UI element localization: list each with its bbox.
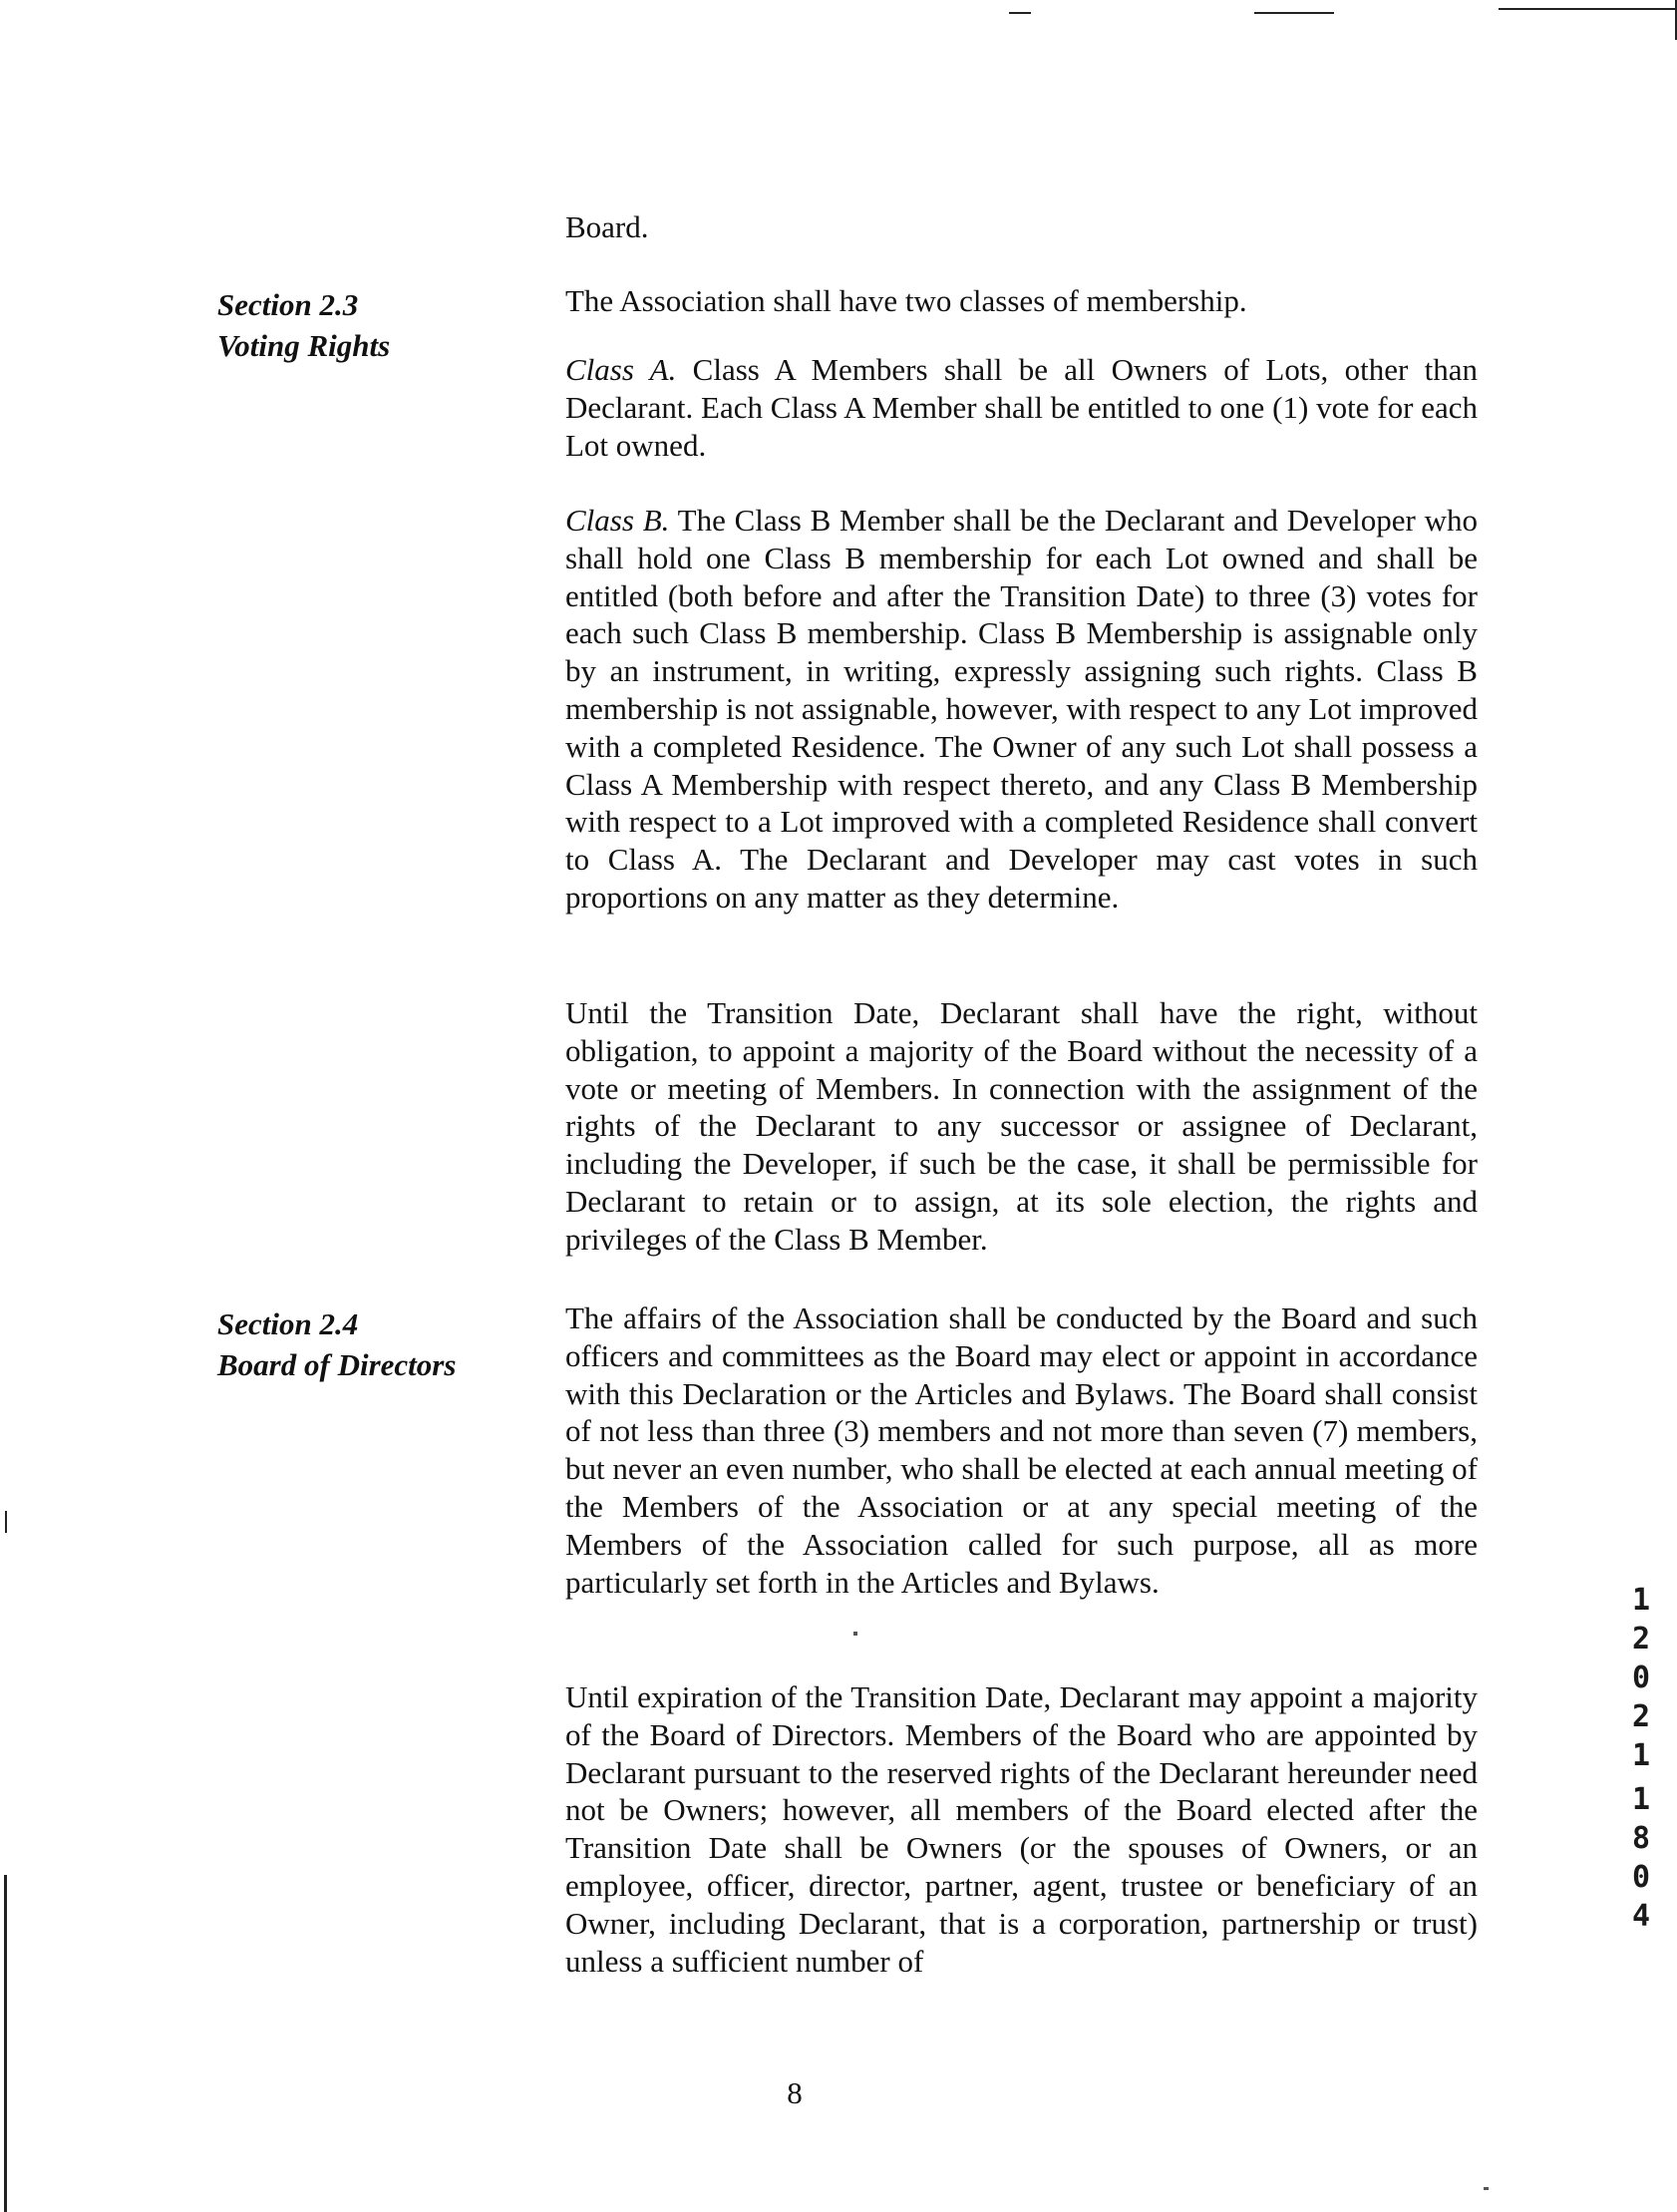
voting-rights-intro: The Association shall have two classes of membership.: [565, 283, 1247, 318]
class-a-paragraph: [565, 351, 1478, 464]
stamp-digit: 1: [1631, 1738, 1651, 1773]
stamp-digit: 1: [1631, 1583, 1651, 1618]
class-b-lead: Class B.: [565, 503, 670, 538]
section-number: Section 2.4: [217, 1306, 359, 1341]
scan-artifact: [1254, 12, 1334, 14]
page-number: 8: [787, 2075, 803, 2110]
transition-paragraph: Until the Transition Date, Declarant shall have the right, without obligation, to appoint a majority of the Board without the necessity of a vote or meeting of Members. In connection with the assignment of the rights of the Declarant to any successor or assignee of Declarant, including the Developer, if such be the case, it shall be permissible for Declarant to retain or to assign, at its sole election, the rights and privileges of the Class B Member.: [565, 995, 1478, 1257]
stamp-digit: 2: [1631, 1699, 1651, 1734]
class-b-paragraph: [565, 502, 1478, 917]
scan-artifact: [1009, 12, 1031, 14]
section-heading-2-4: [217, 1303, 506, 1385]
section-title: Board of Directors: [217, 1347, 457, 1382]
board-paragraph-1: The affairs of the Association shall be conducted by the Board and such officers and committees as the Board may elect or appoint in accordance with this Declaration or the Articles and Bylaws. The Board shall consist of not less than three (3) members and not more than seven (7) members, but never an even number, who shall be elected at each annual meeting of the Members of the Association or at any special meeting of the Members of the Association called for such purpose, all as more particularly set forth in the Articles and Bylaws.: [565, 1300, 1478, 1600]
stamp-digit: 2: [1631, 1622, 1651, 1657]
scan-artifact: [4, 1875, 7, 2212]
recording-stamp-lower: [1623, 1780, 1659, 1936]
stamp-digit: 0: [1631, 1660, 1651, 1695]
section-number: Section 2.3: [217, 287, 359, 322]
class-b-text: The Class B Member shall be the Declarant and Developer who shall hold one Class B membership for each Lot owned and shall be entitled (both before and after the Transition Date) to three (3) votes for each such Class B membership. Class B Membership is assignable only by an instrument, in writing, expressly assigning such rights. Class B membership is not assignable, however, with respect to any Lot improved with a completed Residence. The Owner of any such Lot shall possess a Class A Membership with respect thereto, and any Class B Membership with respect to a Lot improved with a completed Residence shall convert to Class A. The Declarant and Developer may cast votes in such proportions on any matter as they determine.: [565, 503, 1478, 915]
stamp-digit: 0: [1631, 1860, 1651, 1895]
scan-artifact: [1484, 2187, 1489, 2190]
class-a-lead: Class A.: [565, 352, 677, 387]
scan-artifact: [5, 1511, 7, 1533]
section-heading-2-3: [217, 284, 506, 366]
section-title: Voting Rights: [217, 328, 391, 363]
class-a-text: Class A Members shall be all Owners of Lots, other than Declarant. Each Class A Member shall be entitled to one (1) vote for each Lot owned.: [565, 352, 1478, 463]
scan-artifact: [1499, 8, 1677, 10]
stamp-digit: 1: [1631, 1782, 1651, 1817]
continuation-line: Board.: [565, 209, 649, 244]
recording-stamp-upper: [1623, 1581, 1659, 1775]
stamp-digit: 8: [1631, 1821, 1651, 1856]
stamp-digit: 4: [1631, 1899, 1651, 1934]
scan-artifact: [853, 1632, 857, 1636]
board-paragraph-2: Until expiration of the Transition Date, Declarant may appoint a majority of the Board of Directors. Members of the Board who are appointed by Declarant pursuant to the reserved rights of the Declarant hereunder need not be Owners; however, all members of the Board elected after the Transition Date shall be Owners (or the spouses of Owners, or an employee, officer, director, partner, agent, trustee or beneficiary of an Owner, including Declarant, that is a corporation, partnership or trust) unless a sufficient number of: [565, 1679, 1478, 1979]
